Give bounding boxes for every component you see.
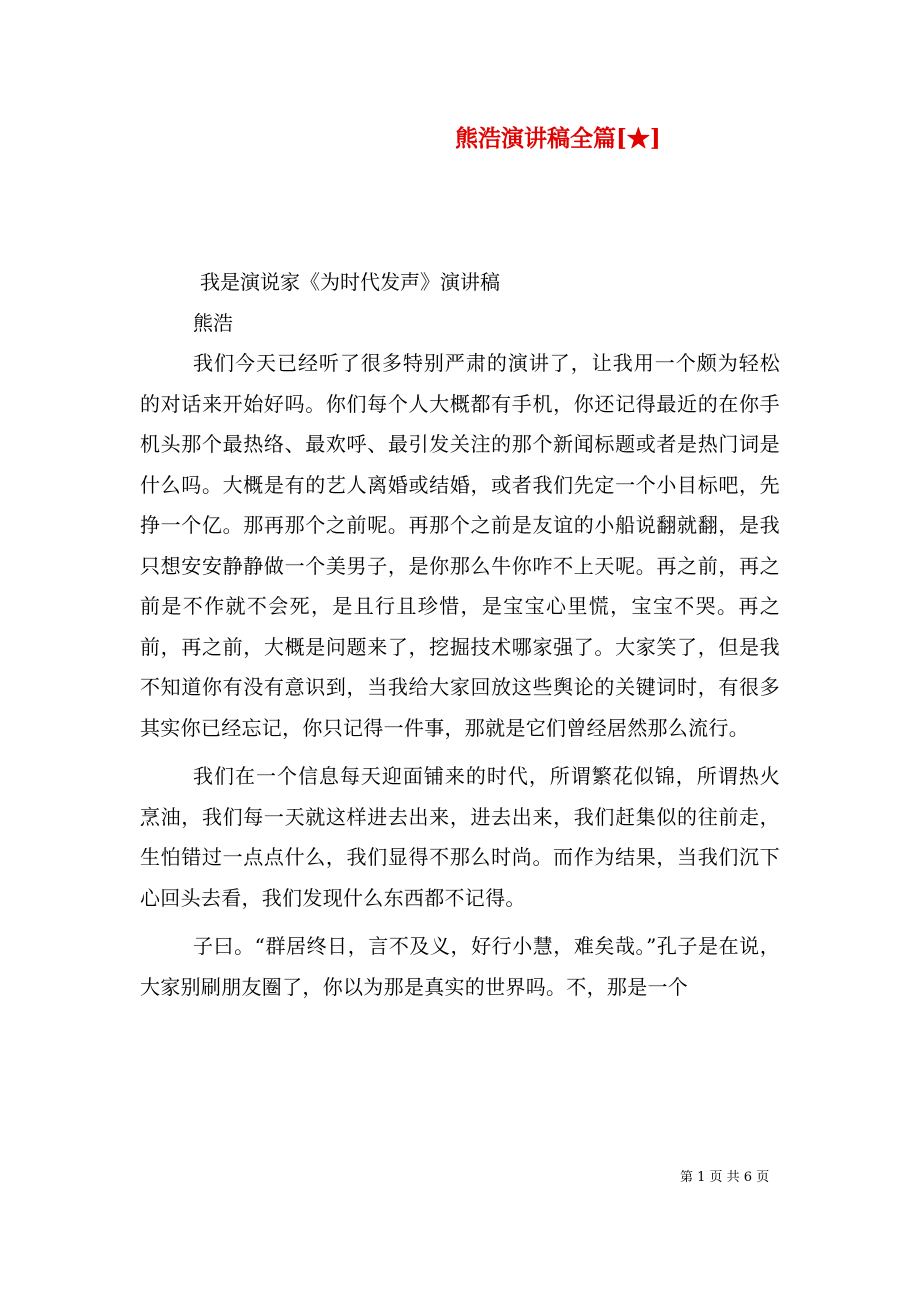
paragraph-2: 我们在一个信息每天迎面铺来的时代，所谓繁花似锦，所谓热火烹油，我们每一天就这样进去出来，进去出来，我们赶集似的往前走，生怕错过一点点什么，我们显得不那么时尚。而作为结果，当我们沉下心回头去看，我们发现什么东西都不记得。 <box>140 764 780 910</box>
page-footer: 第 1 页 共 6 页 <box>680 1170 770 1185</box>
document-title: 熊浩演讲稿全篇[★] <box>455 125 661 152</box>
paragraph-1: 我们今天已经听了很多特别严肃的演讲了，让我用一个颇为轻松的对话来开始好吗。你们每个人大概都有手机，你还记得最近的在你手机头那个最热络、最欢呼、最引发关注的那个新闻标题或者是热门词是什么吗。大概是有的艺人离婚或结婚，或者我们先定一个小目标吧，先挣一个亿。那再那个之前呢。再那个之前是友谊的小船说翻就翻，是我只想安安静静做一个美男子，是你那么牛你咋不上天呢。再之前，再之前是不作就不会死，是且行且珍惜，是宝宝心里慌，宝宝不哭。再之前，再之前，大概是问题来了，挖掘技术哪家强了。大家笑了，但是我不知道你有没有意识到，当我给大家回放这些舆论的关键词时，有很多其实你已经忘记，你只记得一件事，那就是它们曾经居然那么流行。 <box>140 351 780 740</box>
paragraph-3: 子曰。“群居终日，言不及义，好行小慧，难矣哉。”孔子是在说，大家别刷朋友圈了，你以为那是真实的世界吗。不，那是一个 <box>140 934 780 999</box>
speech-subtitle: 我是演说家《为时代发声》演讲稿 <box>200 270 500 294</box>
document-body <box>140 262 780 1007</box>
speech-author: 熊浩 <box>193 310 233 335</box>
